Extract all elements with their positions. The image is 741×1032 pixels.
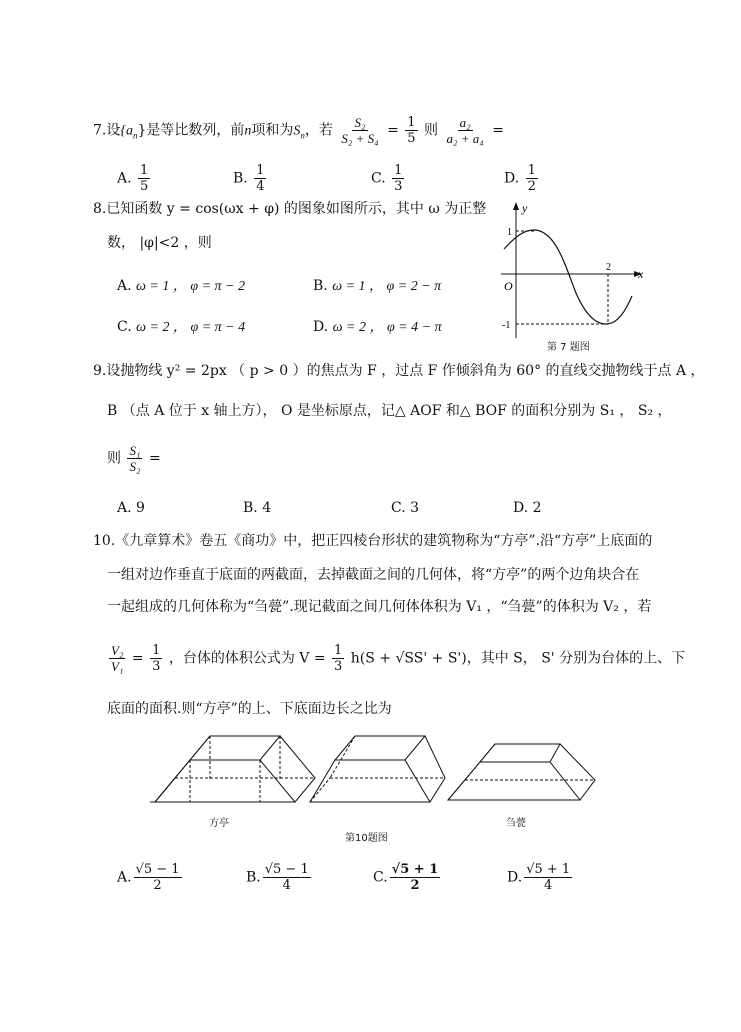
q9-option-b[interactable]: B. 4 (243, 500, 272, 516)
graph-x-label: x (638, 267, 644, 281)
q10-fig-label-chuhong: 刍甍 (506, 818, 526, 829)
q7-option-a[interactable]: A. $\frac{1}{5}$ (117, 163, 149, 194)
q10-stem-line5: 底面的面积.则“方亭”的上、下底面边长之比为 (107, 701, 392, 717)
q8-stem-line2: 数， |φ|<2 ，则 (107, 235, 212, 251)
q9-stem-line2: B （点 A 位于 x 轴上方）， O 是坐标原点，记△ AOF 和△ BOF 的面积分别为 S₁ ， S₂ ， (107, 403, 672, 419)
q10-stem-line2: 一组对边作垂直于底面的两截面，去掉截面之间的几何体，将“方亭”的两个边角块合在 (107, 567, 640, 583)
q10-option-a[interactable]: A. $\frac{√5 - 1}{2}$ (117, 862, 180, 893)
fangting-solid (150, 736, 315, 802)
graph-y-top: 1 (507, 227, 512, 238)
q10-option-d[interactable]: D. $\frac{√5 + 1}{4}$ (507, 862, 571, 893)
q9-stem-line1: 9.设抛物线 y² = 2px （ p > 0 ）的焦点为 F ，过点 F 作倾斜角为 60° 的直线交抛物线于点 A ， (93, 363, 705, 379)
q9-stem-line3: 则 $\frac{\text{S₁}}{\text{S₂}}$ = (107, 443, 161, 474)
q7-stem: 7.设$\{a_n\}$是等比数列，前n项和为$S_n$，若 $\frac{\text{S₂}}{\text{S₂ + S₄}}$ = $\frac{1}{5}$ 则 $\frac{\text{a₂}}{\text{a₂ + a₄}}$ = (93, 115, 504, 146)
graph-origin: O (504, 279, 513, 293)
q8-option-a[interactable]: A. ω = 1 ， φ = π − 2 (117, 278, 246, 294)
q10-option-b[interactable]: B. $\frac{√5 - 1}{4}$ (246, 862, 309, 893)
q8-option-c[interactable]: C. ω = 2 ， φ = π − 4 (117, 319, 246, 335)
q9-option-c[interactable]: C. 3 (391, 500, 420, 516)
middle-solid (310, 736, 445, 802)
q10-stem-line1: 10.《九章算术》卷五《商功》中，把正四棱台形状的建筑物称为“方亭”.沿“方亭”上底面的 (93, 533, 653, 549)
q7-option-b[interactable]: B. $\frac{1}{4}$ (233, 163, 265, 194)
q7-option-c[interactable]: C. $\frac{1}{3}$ (371, 163, 403, 194)
q8-cosine-graph (496, 198, 648, 348)
q7-option-d[interactable]: D. $\frac{1}{2}$ (504, 163, 536, 194)
q10-stem-line4: $\frac{\text{V₂}}{\text{V₁}}$ = $\frac{1}{3}$ ，台体的体积公式为 V = $\frac{1}{3}$ h(S + √SS' + S')，其中 S， S' 分别为台体的上、下 (111, 643, 686, 674)
q10-fig-label-fangting: 方亭 (209, 818, 229, 829)
q10-stem-line3: 一起组成的几何体称为“刍甍”.现记截面之间几何体体积为 V₁ ，“刍甍”的体积为 V₂ ，若 (107, 599, 652, 615)
q9-option-a[interactable]: A. 9 (117, 500, 145, 516)
q7-fraction-1: $\frac{\text{S₂}}{\text{S₂ + S₄}}$ (341, 115, 379, 146)
chuhong-solid (448, 744, 595, 800)
q8-option-d[interactable]: D. ω = 2 ， φ = 4 − π (313, 319, 442, 335)
q10-fig-caption: 第10题图 (345, 833, 388, 844)
q8-stem-line1: 8.已知函数 y = cos(ωx + φ) 的图象如图所示，其中 ω 为正整 (93, 201, 487, 217)
q7-fraction-2: $\frac{1}{5}$ (407, 115, 416, 146)
graph-y-label: y (522, 201, 528, 215)
q7-fraction-3: $\frac{\text{a₂}}{\text{a₂ + a₄}}$ (446, 115, 484, 146)
graph-x-mark: 2 (606, 262, 611, 273)
q8-graph-caption: 第 7 题图 (547, 342, 590, 353)
q9-option-d[interactable]: D. 2 (513, 500, 542, 516)
graph-y-bottom: -1 (502, 320, 511, 331)
q8-option-b[interactable]: B. ω = 1 ， φ = 2 − π (313, 278, 442, 294)
q10-option-c[interactable]: C. $\frac{√5 + 1}{2}$ (373, 862, 439, 893)
